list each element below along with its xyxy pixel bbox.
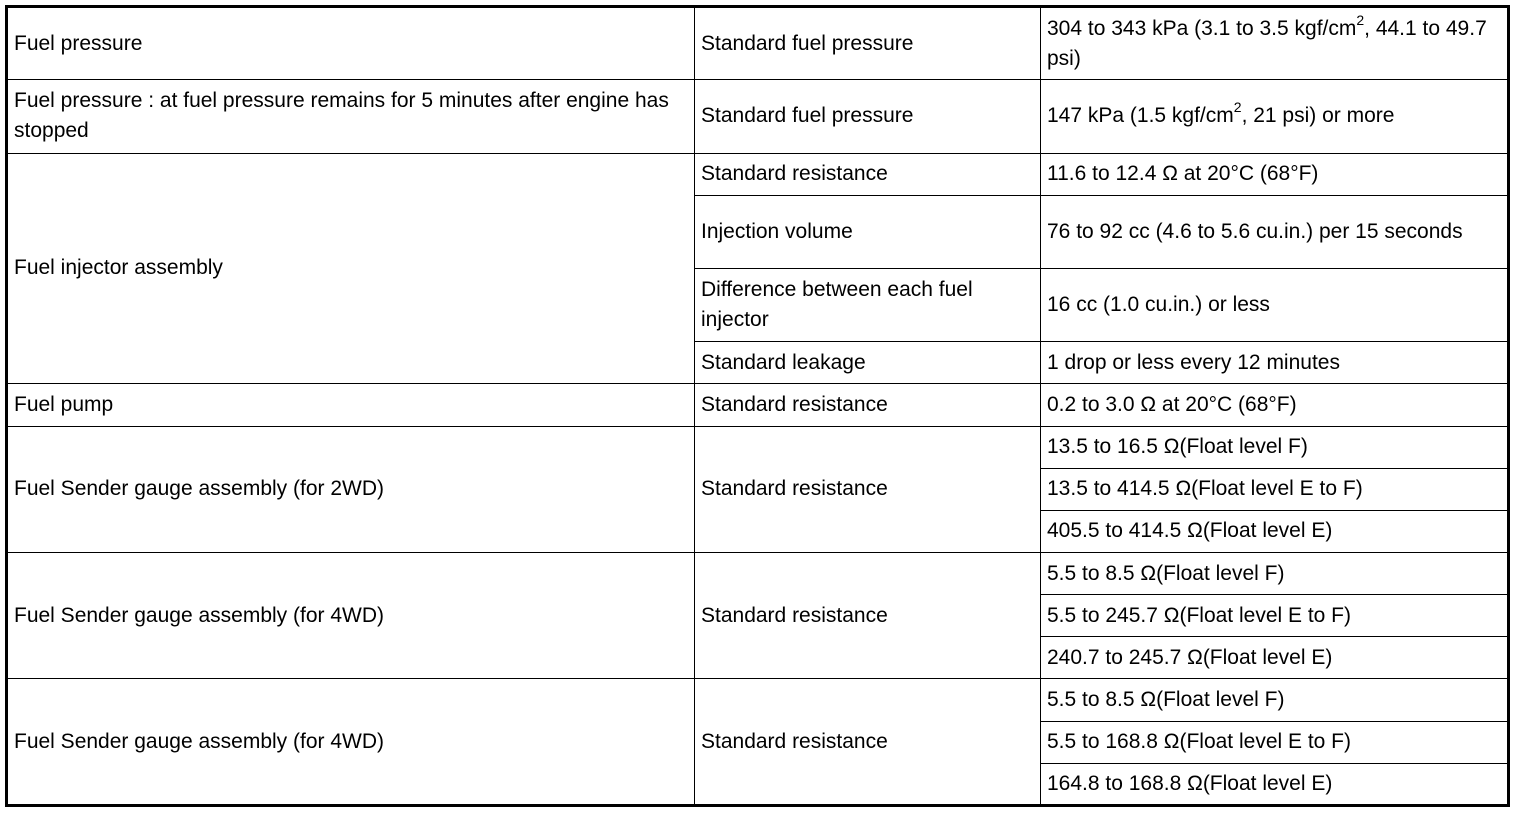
- item-cell: Fuel Sender gauge assembly (for 2WD): [7, 426, 695, 552]
- condition-cell: Standard resistance: [695, 426, 1041, 552]
- spec-superscript: 2: [1233, 99, 1242, 116]
- condition-cell: Standard resistance: [695, 679, 1041, 806]
- table-row: [7, 426, 1509, 468]
- condition-cell: Injection volume: [695, 195, 1041, 268]
- spec-cell: 5.5 to 8.5 Ω(Float level F): [1041, 679, 1509, 721]
- table-row: [7, 384, 1509, 426]
- spec-cell: 240.7 to 245.7 Ω(Float level E): [1041, 637, 1509, 679]
- spec-cell: 5.5 to 168.8 Ω(Float level E to F): [1041, 721, 1509, 763]
- spec-cell: 1 drop or less every 12 minutes: [1041, 342, 1509, 384]
- spec-text: 147 kPa (1.5 kgf/cm: [1047, 104, 1234, 128]
- spec-cell: 5.5 to 8.5 Ω(Float level F): [1041, 553, 1509, 595]
- spec-cell: 13.5 to 414.5 Ω(Float level E to F): [1041, 468, 1509, 510]
- fuel-spec-table: [5, 5, 1510, 807]
- spec-cell: 11.6 to 12.4 Ω at 20°C (68°F): [1041, 153, 1509, 195]
- spec-superscript: 2: [1356, 11, 1365, 28]
- spec-cell: 405.5 to 414.5 Ω(Float level E): [1041, 510, 1509, 552]
- condition-cell: Standard fuel pressure: [695, 80, 1041, 153]
- spec-cell: 76 to 92 cc (4.6 to 5.6 cu.in.) per 15 seconds: [1041, 195, 1509, 268]
- condition-cell: Difference between each fuel injector: [695, 268, 1041, 341]
- condition-cell: Standard leakage: [695, 342, 1041, 384]
- spec-cell: [1041, 80, 1509, 153]
- spec-cell: 16 cc (1.0 cu.in.) or less: [1041, 268, 1509, 341]
- item-cell: Fuel pump: [7, 384, 695, 426]
- item-cell: Fuel pressure : at fuel pressure remains for 5 minutes after engine has stopped: [7, 80, 695, 153]
- spec-text: 304 to 343 kPa (3.1 to 3.5 kgf/cm: [1047, 16, 1357, 40]
- spec-cell: 164.8 to 168.8 Ω(Float level E): [1041, 763, 1509, 805]
- condition-cell: Standard fuel pressure: [695, 7, 1041, 80]
- item-cell: Fuel Sender gauge assembly (for 4WD): [7, 553, 695, 679]
- table-row: [7, 80, 1509, 153]
- spec-text: , 21 psi) or more: [1241, 104, 1395, 128]
- item-cell: Fuel injector assembly: [7, 153, 695, 384]
- item-cell: Fuel Sender gauge assembly (for 4WD): [7, 679, 695, 806]
- table-row: [7, 153, 1509, 195]
- table-row: [7, 553, 1509, 595]
- spec-cell: [1041, 7, 1509, 80]
- spec-text: , 44.1 to 49.7 psi): [1047, 16, 1487, 70]
- spec-cell: 13.5 to 16.5 Ω(Float level F): [1041, 426, 1509, 468]
- condition-cell: Standard resistance: [695, 153, 1041, 195]
- spec-cell: 5.5 to 245.7 Ω(Float level E to F): [1041, 595, 1509, 637]
- table-row: [7, 7, 1509, 80]
- condition-cell: Standard resistance: [695, 384, 1041, 426]
- condition-cell: Standard resistance: [695, 553, 1041, 679]
- spec-cell: 0.2 to 3.0 Ω at 20°C (68°F): [1041, 384, 1509, 426]
- item-cell: Fuel pressure: [7, 7, 695, 80]
- table-row: [7, 679, 1509, 721]
